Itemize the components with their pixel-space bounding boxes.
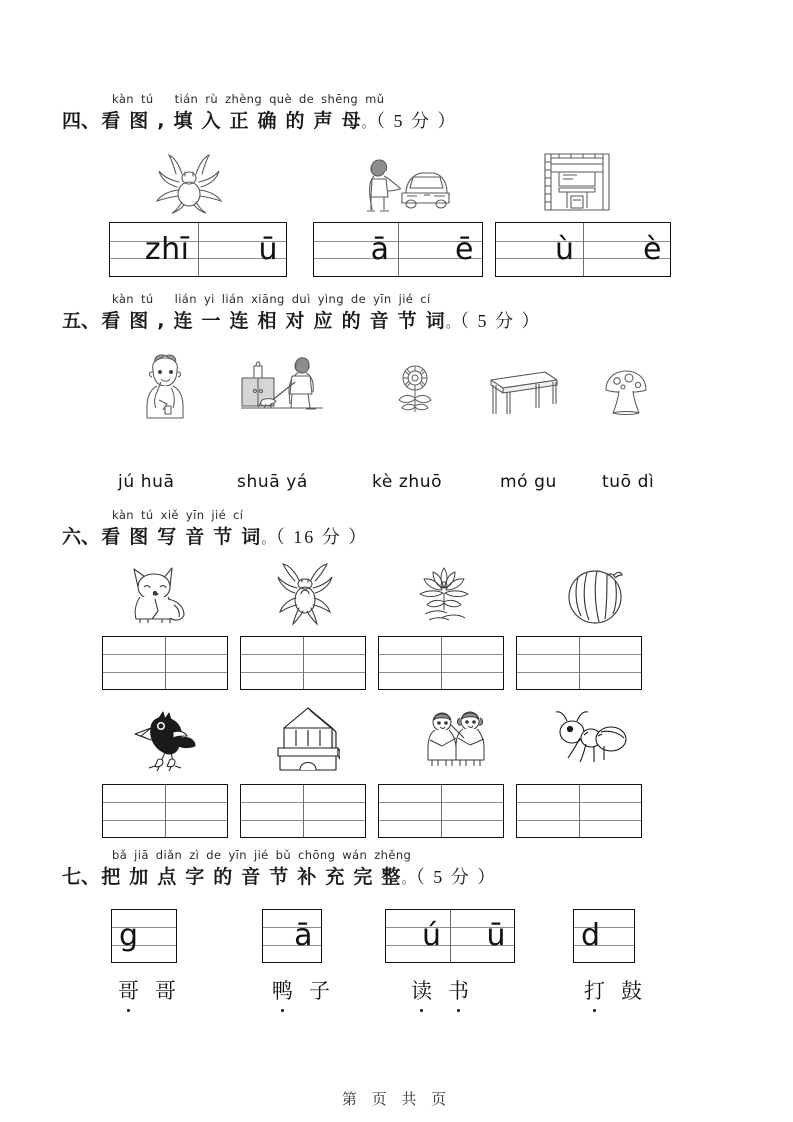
picture-lotus-flower-q6: [415, 562, 473, 626]
syllable-option-2[interactable]: shuā yá: [237, 472, 308, 492]
picture-chrysanthemum-q5: [392, 362, 438, 418]
pinyin-syllable: yīn: [228, 848, 247, 862]
answer-box-q6-8[interactable]: [516, 784, 642, 838]
pinyin-syllable: yīn: [185, 508, 205, 522]
syllable-option-3[interactable]: kè zhuō: [372, 472, 443, 492]
pinyin-syllable: bǎ: [112, 848, 128, 862]
answer-cell[interactable]: [517, 785, 580, 837]
answer-box-q6-3[interactable]: [378, 636, 504, 690]
section-six-title: [62, 522, 368, 549]
section-seven-title: [62, 862, 497, 889]
pinyin-syllable: mǔ: [365, 92, 385, 106]
answer-cell[interactable]: [304, 637, 366, 689]
answer-cell[interactable]: [241, 637, 304, 689]
pinyin-syllable: tián: [174, 92, 199, 106]
section-five-title: [62, 306, 542, 333]
section-four-title-text: 看 图 , 填 入 正 确 的 声 母: [101, 110, 362, 132]
pinyin-syllable: kàn: [112, 92, 134, 106]
answer-cell[interactable]: [112, 910, 176, 962]
answer-cell[interactable]: [574, 910, 634, 962]
picture-two-children-q6: [422, 708, 492, 768]
pinyin-syllable: xiě: [160, 508, 179, 522]
answer-box-q4-2[interactable]: [313, 222, 483, 277]
pinyin-syllable: què: [269, 92, 292, 106]
answer-cell[interactable]: [166, 637, 228, 689]
answer-cell[interactable]: [304, 785, 366, 837]
answer-glyph: ú: [421, 918, 442, 953]
pinyin-syllable: wán: [342, 848, 368, 862]
answer-glyph: ū: [486, 918, 506, 953]
section-seven-pinyin: [112, 848, 418, 862]
pinyin-syllable: tú: [141, 92, 154, 106]
answer-box-q7-3[interactable]: [385, 909, 515, 963]
picture-table-q5: [483, 368, 559, 416]
pinyin-syllable: shēng: [321, 92, 359, 106]
picture-building-blocks-house-q6: [276, 706, 340, 772]
answer-cell[interactable]: [379, 637, 442, 689]
answer-cell[interactable]: [580, 785, 642, 837]
answer-cell[interactable]: [442, 785, 504, 837]
hanzi-char-dotted: 鸭: [272, 975, 293, 1005]
answer-glyph: ā: [294, 918, 313, 953]
answer-glyph: g: [119, 918, 139, 953]
section-six-period: 。: [261, 532, 276, 547]
pinyin-syllable: jié: [398, 292, 414, 306]
answer-box-q6-6[interactable]: [240, 784, 366, 838]
pinyin-syllable: zhěng: [374, 848, 412, 862]
hanzi-char: 子: [309, 979, 330, 1003]
syllable-option-5[interactable]: tuō dì: [602, 472, 655, 492]
picture-ant-q6: [554, 710, 628, 766]
section-seven-period: 。: [401, 872, 416, 887]
answer-box-q6-1[interactable]: [102, 636, 228, 690]
hanzi-char-dotted: 打: [584, 975, 605, 1005]
section-five-period: 。: [445, 316, 461, 331]
section-six-title-text: 看 图 写 音 节 词: [101, 526, 262, 548]
section-seven-title-text: 把 加 点 字 的 音 节 补 充 完 整: [101, 866, 402, 888]
syllable-option-1[interactable]: jú huā: [118, 472, 175, 492]
answer-cell[interactable]: [517, 637, 580, 689]
pinyin-syllable: chōng: [298, 848, 336, 862]
picture-fox-q6: [124, 563, 190, 625]
answer-cell[interactable]: [399, 223, 483, 276]
section-seven-score: （ 5 分 ）: [415, 867, 498, 887]
hanzi-char: 哥: [155, 979, 176, 1003]
answer-box-q6-7[interactable]: [378, 784, 504, 838]
section-four-number: 四: [62, 110, 82, 132]
pinyin-syllable: cí: [233, 508, 244, 522]
word-dushu: [411, 975, 469, 1005]
answer-cell[interactable]: [584, 223, 671, 276]
hanzi-char: 鼓: [621, 979, 642, 1003]
answer-cell[interactable]: [314, 223, 399, 276]
section-four-period: 。: [361, 116, 376, 131]
pinyin-syllable: lián: [221, 292, 245, 306]
pinyin-syllable: bǔ: [275, 848, 292, 862]
section-six-dun: 、: [81, 526, 102, 548]
pinyin-syllable: de: [298, 92, 315, 106]
section-five-dun: 、: [81, 310, 102, 332]
answer-box-q7-1[interactable]: [111, 909, 177, 963]
picture-bunk-bed-desk-q4: [537, 148, 617, 214]
answer-cell[interactable]: [386, 910, 451, 962]
pinyin-syllable: lián: [174, 292, 197, 306]
section-six-score: （ 16 分 ）: [275, 527, 369, 547]
answer-cell[interactable]: [103, 637, 166, 689]
picture-mushroom-q5: [601, 368, 651, 416]
picture-watermelon-q6: [565, 566, 627, 626]
pinyin-syllable: kàn: [112, 508, 134, 522]
answer-glyph: ā: [370, 231, 390, 267]
pinyin-syllable: cí: [420, 292, 431, 306]
answer-cell[interactable]: [103, 785, 166, 837]
syllable-option-4[interactable]: mó gu: [500, 472, 557, 492]
section-seven-number: 七: [62, 866, 82, 888]
pinyin-syllable: xiāng: [251, 292, 285, 306]
pinyin-syllable: rù: [205, 92, 219, 106]
pinyin-syllable: yi: [203, 292, 215, 306]
answer-glyph: ū: [258, 231, 278, 267]
answer-box-q7-2[interactable]: [262, 909, 322, 963]
answer-box-q4-1[interactable]: [109, 222, 287, 277]
hanzi-char-dotted: 书: [448, 975, 469, 1005]
pinyin-syllable: de: [350, 292, 367, 306]
answer-glyph: ù: [554, 231, 575, 267]
pinyin-syllable: diǎn: [155, 848, 183, 862]
picture-crow-q6: [129, 710, 201, 772]
pinyin-syllable: kàn: [112, 292, 134, 306]
answer-cell[interactable]: [166, 785, 228, 837]
picture-spider-q4: [152, 152, 226, 214]
section-seven-dun: 、: [81, 866, 102, 888]
pinyin-syllable: zì: [189, 848, 200, 862]
answer-box-q6-4[interactable]: [516, 636, 642, 690]
picture-person-mopping-q5: [240, 356, 324, 420]
page-footer: 第 页 共 页: [341, 1090, 452, 1108]
answer-cell[interactable]: [199, 223, 287, 276]
answer-cell[interactable]: [451, 910, 515, 962]
hanzi-char-dotted: 读: [411, 975, 432, 1005]
pinyin-syllable: yìng: [317, 292, 344, 306]
answer-box-q4-3[interactable]: [495, 222, 671, 277]
word-yazi: [272, 975, 330, 1005]
picture-girl-brushing-teeth-q5: [137, 352, 195, 420]
answer-box-q7-4[interactable]: [573, 909, 635, 963]
answer-box-q6-2[interactable]: [240, 636, 366, 690]
picture-washing-car-q4: [358, 155, 450, 213]
answer-glyph: ē: [455, 231, 474, 267]
section-five-title-text: 看 图 , 连 一 连 相 对 应 的 音 节 词: [101, 310, 446, 332]
pinyin-syllable: tú: [141, 292, 154, 306]
hanzi-char-dotted: 哥: [118, 975, 139, 1005]
section-five-pinyin: [112, 292, 438, 306]
pinyin-syllable: jié: [211, 508, 227, 522]
section-four-pinyin: [112, 92, 391, 106]
section-four-title: [62, 106, 457, 133]
section-six-number: 六: [62, 526, 82, 548]
section-four-score: （ 5 分 ）: [375, 111, 458, 131]
section-five-score: （ 5 分 ）: [460, 311, 542, 331]
pinyin-syllable: yīn: [373, 292, 392, 306]
answer-cell[interactable]: [379, 785, 442, 837]
pinyin-syllable: zhèng: [225, 92, 263, 106]
word-dagu: [584, 975, 642, 1005]
pinyin-syllable: de: [206, 848, 222, 862]
answer-glyph: zhī: [144, 231, 190, 267]
answer-cell[interactable]: [110, 223, 199, 276]
answer-cell[interactable]: [263, 910, 321, 962]
pinyin-syllable: jié: [253, 848, 269, 862]
section-four-dun: 、: [81, 110, 102, 132]
section-five-number: 五: [62, 310, 82, 332]
pinyin-syllable: jiā: [134, 848, 149, 862]
pinyin-syllable: tú: [141, 508, 154, 522]
word-gege: [118, 975, 176, 1005]
answer-glyph: d: [581, 918, 601, 953]
answer-cell[interactable]: [580, 637, 642, 689]
answer-box-q6-5[interactable]: [102, 784, 228, 838]
answer-cell[interactable]: [442, 637, 504, 689]
answer-glyph: è: [643, 231, 662, 267]
pinyin-syllable: duì: [291, 292, 311, 306]
answer-cell[interactable]: [496, 223, 584, 276]
section-six-pinyin: [112, 508, 250, 522]
answer-cell[interactable]: [241, 785, 304, 837]
picture-spider-q6: [275, 562, 335, 626]
